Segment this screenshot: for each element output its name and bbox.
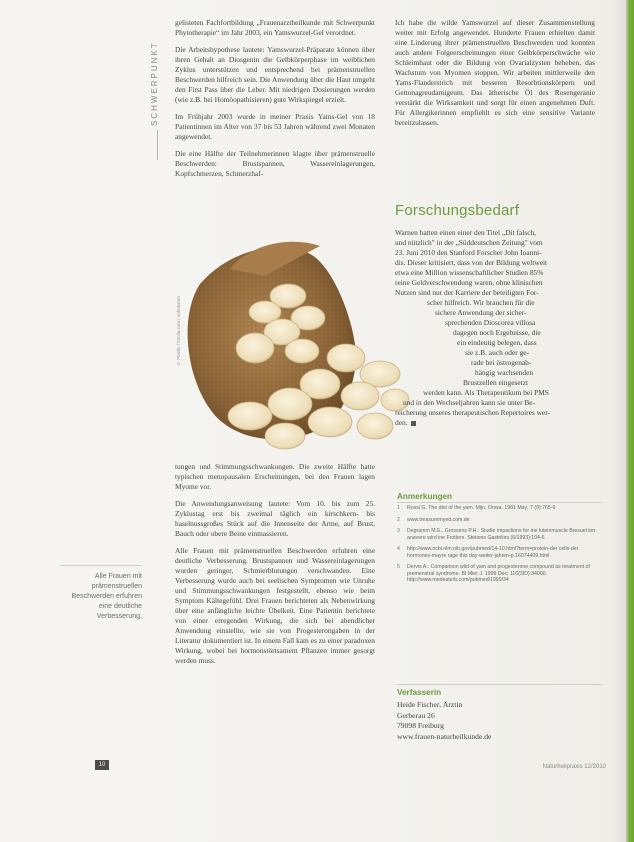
text-line: reine Geldverschwendung waren, ohne klinischen bbox=[395, 278, 543, 287]
notes-heading: Anmerkungen bbox=[397, 492, 453, 501]
page-number: 10 bbox=[95, 760, 109, 770]
paragraph: Im Frühjahr 2003 wurde in meiner Praxis Yams-Gel von 18 Patientinnen im Alter von 37 bis 53 Jahren während zwei Monaten angewendet. bbox=[175, 112, 375, 141]
notes-divider bbox=[397, 502, 602, 503]
note-text: www.treasuremyed.com.de bbox=[407, 516, 470, 523]
author-website-link[interactable]: www.frauen-naturheilkunde.de bbox=[397, 731, 492, 741]
left-column-top bbox=[175, 18, 375, 186]
text-line: sie z.B. auch oder ge- bbox=[465, 348, 530, 357]
right-column-top bbox=[395, 18, 595, 135]
author-city: 79098 Freiburg bbox=[397, 721, 444, 730]
pullquote: Alle Frauen mit prämenstruellen Beschwerden erfuhren eine deutliche Verbesserung. bbox=[71, 573, 142, 620]
text-line-content: reicherung unseres therapeutischen Repertoires wer- bbox=[395, 408, 550, 417]
paragraph: gelisteten Fachfortbildung „Frauenarztheilkunde mit Schwerpunkt Phytotherapie“ im Jahr 2003, ein Yamswurzel-Gel verordnet. bbox=[175, 18, 375, 37]
text-line: rade bei östrogenab- bbox=[471, 358, 532, 367]
text-line: 23. Juni 2010 den Stanford Forscher John Ioanni- bbox=[395, 248, 542, 257]
text-line: scher hilfreich. Wir brauchen für die bbox=[427, 298, 535, 307]
author-divider bbox=[397, 684, 602, 685]
text-line bbox=[395, 418, 605, 428]
text-line: und nützlich" in der „Süddeutschen Zeitung" vom bbox=[395, 238, 543, 247]
text-line bbox=[395, 408, 605, 418]
text-line: dis. Dieser kritisiert, dass von der Bildung weltweit bbox=[395, 258, 548, 267]
text-line: Warnen hatten einen einer den Titel „Dit falsch, bbox=[395, 228, 537, 237]
author-block bbox=[397, 700, 597, 742]
note-number: 2 bbox=[397, 516, 400, 523]
text-line: sichere Anwendung der sicher- bbox=[435, 308, 527, 317]
note-number: 1 bbox=[397, 505, 400, 511]
note-item bbox=[397, 505, 602, 512]
note-text: http://www.ncbi.nlm.nih.gov/pubmed/14-10.html?term=protein-der cells-der hormones-mayre rage this day-weiter-jahren-p.16074409.html bbox=[407, 546, 579, 559]
page-edge-stripe bbox=[626, 0, 634, 842]
note-number: 4 bbox=[397, 546, 400, 552]
paragraph: tungen und Stimmungsschwankungen. Die zweite Hälfte hatte typischen menopausalen Erscheinungen, bei den Frauen lagen Myome vor. bbox=[175, 462, 375, 491]
note-item bbox=[397, 564, 602, 584]
paragraph: Alle Frauen mit prämenstruellen Beschwerden erfuhren eine deutliche Verbesserung. Brustspannen und Wassereinlagerungen wurden geringer, Schmierblutungen verschwanden. Eine Verbesserung wurde auch bei seelischen Symptomen wie Unruhe und Stimmungsschwankungen festgestellt, ebenso wie beim Symptom Kältegefühl. Drei Frauen berichteten als Nebenwirkung über eine anfängliche leichte Übelkeit. Eine Patientin berichtete von einer erregenden Wirkung, die sich bei abendlicher Anwendung einstellte, wie sie von Progesterongaben in der Literatur dokumentiert ist. In einem Fall kam es zu einer paradoxen Wirkung, wobei bei hormonstörtsamem Pflanzen immer gesorgt werden muss. bbox=[175, 546, 375, 665]
note-text: Degramm M.E., Grossens P.H.: Studie impactions for ine luteinmuscle Bresuel inn anavere wird ine Frotters. Stetions Gastrilies (6/1993):104-6 bbox=[407, 528, 596, 541]
author-name: Heide Fischer, Ärztin bbox=[397, 700, 463, 709]
note-number: 5 bbox=[397, 564, 400, 570]
paragraph: Ich habe die wilde Yamswurzel auf dieser Zusammenstellung weiter mit Erfolg angewendet. Hunderte Frauen erhielten damit eine Linderung ihrer prämenstruellen Beschwerden und konnten auch andere Folgeerscheinungen einer Gelbkörperschwäche wie Schleimhaut oder die Bildung von Ovarialzysten beheben, das Wachstum von Myomen stoppen. Wir arbeiten mittlerweile den Yams-Flanderstrich mit besseren Resorbtionskörpern und Gettonagreudamigeum. Das ätherische Öl des Rosengeranie verstärkt die Wirksamkeit und sorgt für einen angenehmen Duft. Für Allergikerinnen empfiehlt es sich eine sensitive Variante bereitzulassen. bbox=[395, 18, 595, 127]
text-line: Brustzellen eingesetzt bbox=[463, 378, 529, 387]
author-street: Gerberau 26 bbox=[397, 710, 435, 720]
section-divider bbox=[157, 130, 158, 160]
text-line: dagegen noch Ergebnisse, die bbox=[453, 328, 541, 337]
note-text: Dervis A.: Comparison wild of yam and progesterone compound as treatment of premenstral syndrome. BI Mier J. 1999 Dec; 116(3ID):34000. http://www.medeaterb.com/pubmed/1999/34 bbox=[407, 564, 590, 583]
note-text: Rossi G. The diet of the yam. Mijn. Onwa. 1981 May; 7 (9):765-9 bbox=[407, 505, 556, 511]
text-line: werden kann. Als Therapeutikum bei PMS bbox=[423, 388, 549, 397]
text-line-content: den. bbox=[395, 418, 408, 427]
text-line: Nutzen sind nur der Karriere der beteiligten For- bbox=[395, 288, 539, 297]
text-line: sprechenden Dioscorea villosa bbox=[445, 318, 536, 327]
paragraph: Die Arbeitshypothese lautete: Yamswurzel-Präparate können über ihren Gehalt an Diosgenin die Gelbkörperphase im weiblichen Zyklus unterstützen und entsprechend bei prämenstruellen Beschwerden hilfreich sein. Die Anwendung über die Haut umgeht den First Pass über die Leber. Mit niedrigen Dosierungen werden (wie z.B. bei Homöopathisieren) gute Wirkspiegel erzielt. bbox=[175, 45, 375, 104]
section-heading: Forschungsbedarf bbox=[395, 202, 520, 219]
photo-credit: © Pixelio / fotolia.com / unbekannt bbox=[176, 296, 181, 366]
author-heading: Verfasserin bbox=[397, 688, 442, 697]
note-item bbox=[397, 517, 602, 524]
research-paragraph bbox=[395, 228, 605, 428]
note-number: 3 bbox=[397, 528, 400, 534]
issue-footer: Naturheilpraxis 12/2010 bbox=[542, 764, 606, 770]
pullquote-rule bbox=[60, 565, 142, 566]
section-label: SCHWERPUNKT bbox=[150, 41, 159, 126]
left-column-bottom bbox=[175, 462, 375, 673]
note-item bbox=[397, 546, 602, 559]
text-line: und in den Wechseljahren kann sie unter Be- bbox=[403, 398, 536, 407]
note-item bbox=[397, 528, 602, 541]
yam-sack-photo bbox=[170, 224, 410, 462]
text-line: hängig wachsenden bbox=[475, 368, 534, 377]
end-mark-icon bbox=[411, 421, 416, 426]
text-line: etwa eine Million wissenschaftlicher Studien 85% bbox=[395, 268, 544, 277]
notes-list bbox=[397, 505, 602, 589]
text-line: ein eindeutig belegen, dass bbox=[457, 338, 537, 347]
paragraph: Die eine Hälfte der Teilnehmerinnen klagte über prämenstruelle Beschwerden: Brustspannen, Wassereinlagerungen, Kopfschmerzen, Schmerzhaf- bbox=[175, 149, 375, 178]
page-shadow bbox=[612, 0, 626, 842]
paragraph: Die Anwendungsanweisung lautete: Vom 10. bis zum 25. Zyklustag erst bis zweimal täglich ein kirschkern- bis haselnussgroßes Stück auf die Innenseite der Arme, auf Brust, Bauch oder obere Beine einmassieren. bbox=[175, 499, 375, 538]
